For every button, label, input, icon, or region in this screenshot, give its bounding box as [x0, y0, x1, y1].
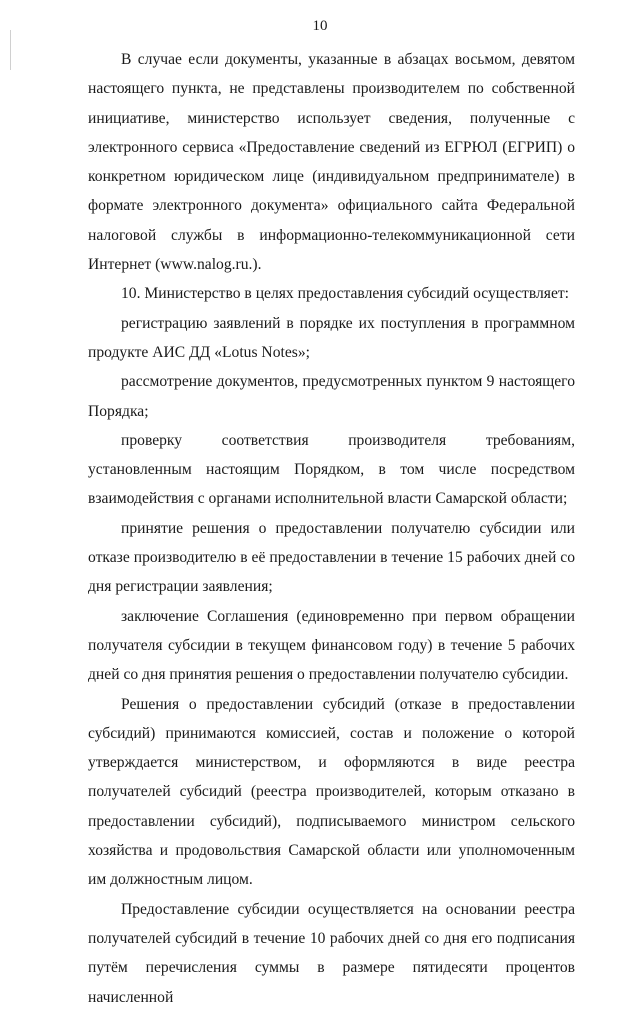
- paragraph: заключение Соглашения (единовременно при первом обращении получателя субсидии в текущем финансовом году) в течение 5 рабочих дней со дня принятия решения о предоставлении получателю субсидии.: [88, 607, 575, 684]
- paragraph: проверку соответствия производителя требованиям, установленным настоящим Порядком, в том числе посредством взаимодействия с органами исполнительной власти Самарской области;: [88, 431, 575, 508]
- paragraph: рассмотрение документов, предусмотренных пунктом 9 настоящего Порядка;: [88, 373, 575, 420]
- paragraph: В случае если документы, указанные в абзацах восьмом, девятом настоящего пункта, не представлены производителем по собственной инициативе, министерство использует сведения, полученные с электронного сервиса «Предоставление сведений из ЕГРЮЛ (ЕГРИП) о конкретном юридическом лице (индивидуальном предпринимателе) в формате электронного документа» официального сайта Федеральной налоговой службы в информационно-телекоммуникационной сети Интернет (www.nalog.ru.).: [88, 51, 575, 274]
- paragraph: Решения о предоставлении субсидий (отказе в предоставлении субсидий) принимаются комиссией, состав и положение о которой утверждается министерством, и оформляются в виде реестра получателей субсидий (реестра производителей, которым отказано в предоставлении субсидий), подписываемого министром сельского хозяйства и продовольствия Самарской области или уполномоченным им должностным лицом.: [88, 695, 575, 889]
- paragraph: 10. Министерство в целях предоставления субсидий осуществляет:: [121, 285, 570, 303]
- paragraph: Предоставление субсидии осуществляется на основании реестра получателей субсидий в течение 10 рабочих дней со дня его подписания путём перечисления суммы в размере пятидесяти процентов начисленной: [88, 900, 575, 1006]
- paragraph: принятие решения о предоставлении получателю субсидии или отказе производителю в её предоставлении в течение 15 рабочих дней со дня регистрации заявления;: [88, 519, 575, 596]
- document-body: [88, 45, 575, 1012]
- page-number: 10: [312, 18, 328, 34]
- scan-margin-mark: [10, 30, 11, 70]
- paragraph: регистрацию заявлений в порядке их поступления в программном продукте АИС ДД «Lotus Notes»;: [88, 314, 575, 361]
